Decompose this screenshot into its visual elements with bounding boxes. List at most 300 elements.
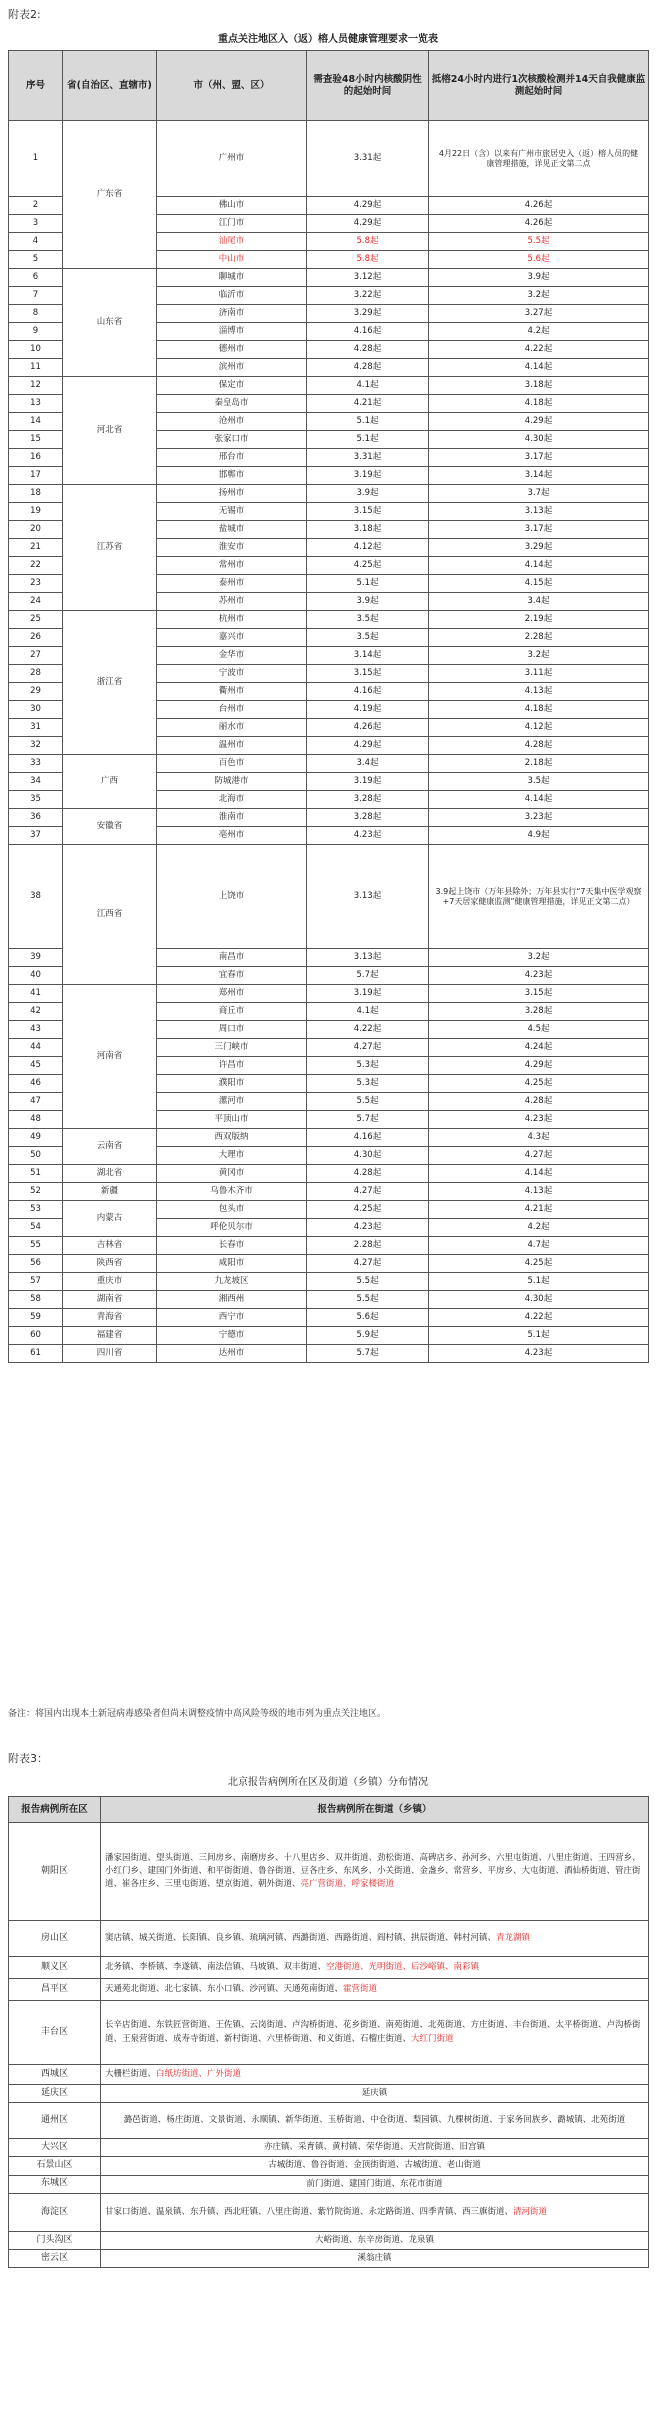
table-row <box>9 1309 649 1327</box>
start-24h-cell: 4.23起 <box>429 1345 649 1363</box>
start-24h-cell: 3.27起 <box>429 305 649 323</box>
table-row <box>9 2175 649 2193</box>
serial-cell: 23 <box>9 575 63 593</box>
province-cell: 福建省 <box>63 1327 157 1345</box>
serial-cell: 28 <box>9 665 63 683</box>
table-row <box>9 2193 649 2231</box>
district-cell: 顺义区 <box>9 1957 101 1979</box>
start-48h-cell: 5.9起 <box>307 1327 429 1345</box>
city-cell: 淄博市 <box>157 323 307 341</box>
city-cell: 呼伦贝尔市 <box>157 1219 307 1237</box>
table-row <box>9 1255 649 1273</box>
city-cell: 聊城市 <box>157 269 307 287</box>
start-24h-cell: 4.2起 <box>429 323 649 341</box>
start-24h-cell: 3.2起 <box>429 647 649 665</box>
table-row <box>9 2103 649 2139</box>
start-48h-cell: 5.7起 <box>307 967 429 985</box>
serial-cell: 17 <box>9 467 63 485</box>
serial-cell: 13 <box>9 395 63 413</box>
table-row <box>9 485 649 503</box>
start-48h-cell: 5.5起 <box>307 1093 429 1111</box>
start-24h-cell: 4月22日（含）以来有广州市旅居史入（返）榕人员的健康管理措施，详见正文第二点 <box>429 121 649 197</box>
province-cell: 河南省 <box>63 985 157 1129</box>
city-cell: 濮阳市 <box>157 1075 307 1093</box>
start-48h-cell: 3.28起 <box>307 809 429 827</box>
table-row <box>9 269 649 287</box>
streets-cell <box>101 2139 649 2157</box>
header-serial: 序号 <box>9 51 63 121</box>
start-24h-cell: 2.19起 <box>429 611 649 629</box>
serial-cell: 1 <box>9 121 63 197</box>
table-row <box>9 2065 649 2085</box>
start-24h-cell: 4.14起 <box>429 359 649 377</box>
city-cell: 常州市 <box>157 557 307 575</box>
start-48h-cell: 5.5起 <box>307 1291 429 1309</box>
start-24h-cell: 3.11起 <box>429 665 649 683</box>
annex3-table <box>8 1796 649 2268</box>
start-24h-cell: 4.28起 <box>429 1093 649 1111</box>
start-24h-cell: 4.28起 <box>429 737 649 755</box>
streets-cell <box>101 2175 649 2193</box>
start-48h-cell: 3.19起 <box>307 985 429 1003</box>
street-list: 潘家园街道、望头街道、三间房乡、南磨房乡、十八里店乡、双井街道、劲松街道、高碑店乡、孙河乡、六里屯街道、八里庄街道、王四营乡、小红门乡、建国门外街道、和平街街道、鲁谷街道、豆各庄乡、东风乡、小关街道、金盏乡、常营乡、平房乡、大屯街道、酒仙桥街道、管庄街道、崔各庄乡、三里屯街道、望京街道、朝外街道、 <box>105 1852 641 1890</box>
city-cell: 台州市 <box>157 701 307 719</box>
serial-cell: 3 <box>9 215 63 233</box>
city-cell: 沧州市 <box>157 413 307 431</box>
province-cell: 重庆市 <box>63 1273 157 1291</box>
streets-cell <box>101 1979 649 2001</box>
table-row <box>9 809 649 827</box>
table-row <box>9 1921 649 1957</box>
city-cell: 北海市 <box>157 791 307 809</box>
city-cell: 临沂市 <box>157 287 307 305</box>
start-48h-cell: 4.25起 <box>307 557 429 575</box>
serial-cell: 30 <box>9 701 63 719</box>
start-48h-cell: 4.19起 <box>307 701 429 719</box>
city-cell: 邢台市 <box>157 449 307 467</box>
street-list: 长辛店街道、东铁匠营街道、王佐镇、云岗街道、卢沟桥街道、花乡街道、南苑街道、北苑街道、方庄街道、丰台街道、太平桥街道、卢沟桥街道、王泉营街道、成寿寺街道、新村街道、六里桥街道、和义街道、石榴庄街道、 <box>105 2020 641 2044</box>
start-24h-cell: 3.4起 <box>429 593 649 611</box>
city-cell: 秦皇岛市 <box>157 395 307 413</box>
start-24h-cell: 4.12起 <box>429 719 649 737</box>
street-list: 古城街道、鲁谷街道、金顶街街道、古城街道、老山街道 <box>268 2160 481 2171</box>
street-list: 大栅栏街道、 <box>105 2068 157 2079</box>
city-cell: 宁德市 <box>157 1327 307 1345</box>
serial-cell: 14 <box>9 413 63 431</box>
serial-cell: 52 <box>9 1183 63 1201</box>
serial-cell: 60 <box>9 1327 63 1345</box>
province-cell: 江西省 <box>63 845 157 985</box>
serial-cell: 51 <box>9 1165 63 1183</box>
start-24h-cell: 3.9起上饶市（万年县除外；万年县实行“7天集中医学观察+7天居家健康监测”健康管理措施，详见正文第二点） <box>429 845 649 949</box>
serial-cell: 39 <box>9 949 63 967</box>
district-cell: 通州区 <box>9 2103 101 2139</box>
start-48h-cell: 5.3起 <box>307 1057 429 1075</box>
streets-cell <box>101 2103 649 2139</box>
city-cell: 百色市 <box>157 755 307 773</box>
start-48h-cell: 3.15起 <box>307 665 429 683</box>
start-48h-cell: 4.25起 <box>307 1201 429 1219</box>
start-48h-cell: 3.15起 <box>307 503 429 521</box>
start-24h-cell: 3.29起 <box>429 539 649 557</box>
city-cell: 九龙坡区 <box>157 1273 307 1291</box>
start-48h-cell: 3.31起 <box>307 449 429 467</box>
serial-cell: 31 <box>9 719 63 737</box>
street-list: 大红门街道 <box>411 2033 454 2044</box>
city-cell: 上饶市 <box>157 845 307 949</box>
serial-cell: 12 <box>9 377 63 395</box>
city-cell: 宁波市 <box>157 665 307 683</box>
serial-cell: 8 <box>9 305 63 323</box>
start-48h-cell: 4.26起 <box>307 719 429 737</box>
city-cell: 湘西州 <box>157 1291 307 1309</box>
city-cell: 滨州市 <box>157 359 307 377</box>
annex3-label: 附表3： <box>8 1752 48 1765</box>
table-row <box>9 1345 649 1363</box>
serial-cell: 32 <box>9 737 63 755</box>
start-48h-cell: 4.29起 <box>307 737 429 755</box>
serial-cell: 58 <box>9 1291 63 1309</box>
start-48h-cell: 3.4起 <box>307 755 429 773</box>
start-24h-cell: 4.18起 <box>429 395 649 413</box>
start-24h-cell: 4.30起 <box>429 1291 649 1309</box>
province-cell: 广东省 <box>63 121 157 269</box>
street-list: 潞邑街道、杨庄街道、文景街道、永顺镇、新华街道、玉桥街道、中仓街道、梨园镇、九棵树街道、于家务回族乡、潞城镇、北苑街道 <box>123 2115 626 2126</box>
district-cell: 大兴区 <box>9 2139 101 2157</box>
start-48h-cell: 5.8起 <box>307 233 429 251</box>
district-cell: 门头沟区 <box>9 2231 101 2249</box>
city-cell: 德州市 <box>157 341 307 359</box>
start-24h-cell: 4.29起 <box>429 1057 649 1075</box>
serial-cell: 54 <box>9 1219 63 1237</box>
start-24h-cell: 4.26起 <box>429 215 649 233</box>
serial-cell: 43 <box>9 1021 63 1039</box>
table-row <box>9 1273 649 1291</box>
table-row <box>9 1129 649 1147</box>
city-cell: 西双版纳 <box>157 1129 307 1147</box>
annex2-table <box>8 50 649 1363</box>
province-cell: 江苏省 <box>63 485 157 611</box>
streets-cell <box>101 1921 649 1957</box>
start-24h-cell: 3.15起 <box>429 985 649 1003</box>
serial-cell: 26 <box>9 629 63 647</box>
district-cell: 延庆区 <box>9 2085 101 2103</box>
start-48h-cell: 4.1起 <box>307 1003 429 1021</box>
serial-cell: 16 <box>9 449 63 467</box>
start-24h-cell: 4.5起 <box>429 1021 649 1039</box>
start-48h-cell: 3.29起 <box>307 305 429 323</box>
city-cell: 盐城市 <box>157 521 307 539</box>
city-cell: 包头市 <box>157 1201 307 1219</box>
start-24h-cell: 5.1起 <box>429 1327 649 1345</box>
serial-cell: 36 <box>9 809 63 827</box>
serial-cell: 40 <box>9 967 63 985</box>
serial-cell: 29 <box>9 683 63 701</box>
streets-cell <box>101 2249 649 2267</box>
street-list: 甘家口街道、温泉镇、东升镇、西北旺镇、八里庄街道、紫竹院街道、永定路街道、四季青镇、西三旗街道、 <box>105 2206 514 2217</box>
city-cell: 淮南市 <box>157 809 307 827</box>
street-list: 前门街道、建国门街道、东花市街道 <box>306 2178 443 2189</box>
district-cell: 西城区 <box>9 2065 101 2085</box>
start-24h-cell: 5.6起 <box>429 251 649 269</box>
table-row <box>9 2249 649 2267</box>
district-cell: 东城区 <box>9 2175 101 2193</box>
header-area: 报告病例所在区 <box>9 1797 101 1823</box>
serial-cell: 27 <box>9 647 63 665</box>
serial-cell: 37 <box>9 827 63 845</box>
streets-cell <box>101 2001 649 2065</box>
province-cell: 云南省 <box>63 1129 157 1165</box>
serial-cell: 47 <box>9 1093 63 1111</box>
city-cell: 达州市 <box>157 1345 307 1363</box>
city-cell: 张家口市 <box>157 431 307 449</box>
start-24h-cell: 3.17起 <box>429 449 649 467</box>
serial-cell: 61 <box>9 1345 63 1363</box>
city-cell: 宜春市 <box>157 967 307 985</box>
table-row <box>9 1979 649 2001</box>
serial-cell: 15 <box>9 431 63 449</box>
start-24h-cell: 4.14起 <box>429 1165 649 1183</box>
start-48h-cell: 4.28起 <box>307 359 429 377</box>
start-24h-cell: 4.13起 <box>429 1183 649 1201</box>
start-48h-cell: 4.16起 <box>307 1129 429 1147</box>
serial-cell: 25 <box>9 611 63 629</box>
serial-cell: 20 <box>9 521 63 539</box>
province-cell: 内蒙古 <box>63 1201 157 1237</box>
start-48h-cell: 5.6起 <box>307 1309 429 1327</box>
streets-cell <box>101 2157 649 2175</box>
start-24h-cell: 4.3起 <box>429 1129 649 1147</box>
province-cell: 陕西省 <box>63 1255 157 1273</box>
annex2-label: 附表2: <box>8 8 41 21</box>
start-24h-cell: 3.13起 <box>429 503 649 521</box>
start-48h-cell: 4.21起 <box>307 395 429 413</box>
street-list: 天通苑北街道、北七家镇、东小口镇、沙河镇、天通苑南街道、 <box>105 1983 344 1994</box>
start-24h-cell: 4.23起 <box>429 1111 649 1129</box>
start-48h-cell: 3.31起 <box>307 121 429 197</box>
annex2-title: 重点关注地区入（返）榕人员健康管理要求一览表 <box>218 34 438 45</box>
start-24h-cell: 3.2起 <box>429 287 649 305</box>
serial-cell: 44 <box>9 1039 63 1057</box>
start-24h-cell: 4.26起 <box>429 197 649 215</box>
start-24h-cell: 4.22起 <box>429 1309 649 1327</box>
start-48h-cell: 4.16起 <box>307 683 429 701</box>
serial-cell: 35 <box>9 791 63 809</box>
city-cell: 金华市 <box>157 647 307 665</box>
serial-cell: 41 <box>9 985 63 1003</box>
city-cell: 无锡市 <box>157 503 307 521</box>
header-province: 省(自治区、直辖市) <box>63 51 157 121</box>
street-list: 霍营街道 <box>343 1983 378 1994</box>
street-list: 溪翁庄镇 <box>357 2252 392 2263</box>
start-48h-cell: 5.1起 <box>307 413 429 431</box>
annex3-title: 北京报告病例所在区及街道（乡镇）分布情况 <box>228 1777 428 1788</box>
street-list: 清河街道 <box>513 2206 548 2217</box>
district-cell: 昌平区 <box>9 1979 101 2001</box>
city-cell: 邯郸市 <box>157 467 307 485</box>
start-24h-cell: 4.14起 <box>429 791 649 809</box>
city-cell: 南昌市 <box>157 949 307 967</box>
province-cell: 广西 <box>63 755 157 809</box>
start-24h-cell: 3.17起 <box>429 521 649 539</box>
serial-cell: 49 <box>9 1129 63 1147</box>
province-cell: 吉林省 <box>63 1237 157 1255</box>
city-cell: 乌鲁木齐市 <box>157 1183 307 1201</box>
streets-cell <box>101 1957 649 1979</box>
start-48h-cell: 4.30起 <box>307 1147 429 1165</box>
serial-cell: 24 <box>9 593 63 611</box>
start-48h-cell: 3.13起 <box>307 949 429 967</box>
district-cell: 石景山区 <box>9 2157 101 2175</box>
city-cell: 漯河市 <box>157 1093 307 1111</box>
serial-cell: 18 <box>9 485 63 503</box>
serial-cell: 46 <box>9 1075 63 1093</box>
table-row <box>9 2139 649 2157</box>
start-48h-cell: 3.19起 <box>307 773 429 791</box>
province-cell: 湖北省 <box>63 1165 157 1183</box>
start-24h-cell: 4.22起 <box>429 341 649 359</box>
start-24h-cell: 5.1起 <box>429 1273 649 1291</box>
city-cell: 许昌市 <box>157 1057 307 1075</box>
table-row <box>9 985 649 1003</box>
city-cell: 杭州市 <box>157 611 307 629</box>
table-row <box>9 1823 649 1921</box>
street-list: 白纸坊街道、广外街道 <box>156 2068 242 2079</box>
start-24h-cell: 3.18起 <box>429 377 649 395</box>
start-24h-cell: 3.14起 <box>429 467 649 485</box>
city-cell: 汕尾市 <box>157 233 307 251</box>
province-cell: 山东省 <box>63 269 157 377</box>
start-48h-cell: 4.12起 <box>307 539 429 557</box>
table-row <box>9 121 649 197</box>
province-cell: 新疆 <box>63 1183 157 1201</box>
start-24h-cell: 3.9起 <box>429 269 649 287</box>
serial-cell: 53 <box>9 1201 63 1219</box>
street-list: 延庆镇 <box>361 2088 388 2098</box>
start-48h-cell: 4.23起 <box>307 827 429 845</box>
city-cell: 扬州市 <box>157 485 307 503</box>
city-cell: 长春市 <box>157 1237 307 1255</box>
serial-cell: 59 <box>9 1309 63 1327</box>
serial-cell: 7 <box>9 287 63 305</box>
start-24h-cell: 3.28起 <box>429 1003 649 1021</box>
streets-cell <box>101 2085 649 2103</box>
province-cell: 浙江省 <box>63 611 157 755</box>
table-row <box>9 845 649 949</box>
street-list: 窦店镇、城关街道、长阳镇、良乡镇、琉璃河镇、西潞街道、西路街道、阎村镇、拱辰街道、韩村河镇、 <box>105 1932 497 1943</box>
serial-cell: 10 <box>9 341 63 359</box>
street-list: 北务镇、李桥镇、李遂镇、南法信镇、马坡镇、双丰街道、 <box>105 1961 327 1972</box>
start-24h-cell: 4.7起 <box>429 1237 649 1255</box>
start-24h-cell: 2.28起 <box>429 629 649 647</box>
start-48h-cell: 5.1起 <box>307 575 429 593</box>
street-list: 大峪街道、东辛房街道、龙泉镇 <box>314 2234 434 2245</box>
table-row <box>9 611 649 629</box>
start-48h-cell: 5.5起 <box>307 1273 429 1291</box>
start-24h-cell: 4.15起 <box>429 575 649 593</box>
start-48h-cell: 4.22起 <box>307 1021 429 1039</box>
start-24h-cell: 3.7起 <box>429 485 649 503</box>
start-48h-cell: 3.22起 <box>307 287 429 305</box>
district-cell: 海淀区 <box>9 2193 101 2231</box>
header-24h: 抵榕24小时内进行1次核酸检测并14天自我健康监测起始时间 <box>429 51 649 121</box>
start-24h-cell: 4.24起 <box>429 1039 649 1057</box>
streets-cell <box>101 2065 649 2085</box>
start-48h-cell: 3.5起 <box>307 629 429 647</box>
annex2-note: 备注：将国内出现本土新冠病毒感染者但尚未调整疫情中高风险等级的地市列为重点关注地区。 <box>8 1709 387 1719</box>
serial-cell: 55 <box>9 1237 63 1255</box>
city-cell: 中山市 <box>157 251 307 269</box>
serial-cell: 9 <box>9 323 63 341</box>
start-24h-cell: 3.5起 <box>429 773 649 791</box>
start-48h-cell: 3.18起 <box>307 521 429 539</box>
start-48h-cell: 3.13起 <box>307 845 429 949</box>
start-48h-cell: 4.23起 <box>307 1219 429 1237</box>
start-24h-cell: 4.23起 <box>429 967 649 985</box>
table-row <box>9 1201 649 1219</box>
street-list: 亮广营街道、呼家楼街道 <box>300 1879 395 1890</box>
start-24h-cell: 3.2起 <box>429 949 649 967</box>
start-48h-cell: 3.14起 <box>307 647 429 665</box>
city-cell: 西宁市 <box>157 1309 307 1327</box>
serial-cell: 34 <box>9 773 63 791</box>
start-48h-cell: 5.7起 <box>307 1111 429 1129</box>
streets-cell <box>101 2231 649 2249</box>
district-cell: 密云区 <box>9 2249 101 2267</box>
start-24h-cell: 4.2起 <box>429 1219 649 1237</box>
city-cell: 嘉兴市 <box>157 629 307 647</box>
table-row <box>9 377 649 395</box>
city-cell: 大理市 <box>157 1147 307 1165</box>
start-24h-cell: 4.25起 <box>429 1075 649 1093</box>
city-cell: 平顶山市 <box>157 1111 307 1129</box>
start-48h-cell: 3.9起 <box>307 485 429 503</box>
city-cell: 淮安市 <box>157 539 307 557</box>
city-cell: 黄冈市 <box>157 1165 307 1183</box>
serial-cell: 6 <box>9 269 63 287</box>
start-24h-cell: 4.18起 <box>429 701 649 719</box>
city-cell: 商丘市 <box>157 1003 307 1021</box>
start-48h-cell: 3.28起 <box>307 791 429 809</box>
district-cell: 丰台区 <box>9 2001 101 2065</box>
start-24h-cell: 4.27起 <box>429 1147 649 1165</box>
start-24h-cell: 3.23起 <box>429 809 649 827</box>
province-cell: 河北省 <box>63 377 157 485</box>
city-cell: 丽水市 <box>157 719 307 737</box>
table-row <box>9 1237 649 1255</box>
table-row <box>9 1957 649 1979</box>
start-24h-cell: 4.29起 <box>429 413 649 431</box>
table-row <box>9 1183 649 1201</box>
serial-cell: 50 <box>9 1147 63 1165</box>
city-cell: 佛山市 <box>157 197 307 215</box>
table-row <box>9 755 649 773</box>
table-row <box>9 2231 649 2249</box>
city-cell: 衢州市 <box>157 683 307 701</box>
start-48h-cell: 4.28起 <box>307 1165 429 1183</box>
start-48h-cell: 5.8起 <box>307 251 429 269</box>
start-48h-cell: 5.7起 <box>307 1345 429 1363</box>
streets-cell <box>101 1823 649 1921</box>
serial-cell: 42 <box>9 1003 63 1021</box>
start-24h-cell: 4.25起 <box>429 1255 649 1273</box>
start-24h-cell: 4.30起 <box>429 431 649 449</box>
city-cell: 济南市 <box>157 305 307 323</box>
street-list: 亦庄镇、采育镇、黄村镇、荣华街道、天宫院街道、旧宫镇 <box>263 2142 485 2153</box>
table-row <box>9 2085 649 2103</box>
table-row <box>9 1291 649 1309</box>
start-48h-cell: 3.19起 <box>307 467 429 485</box>
